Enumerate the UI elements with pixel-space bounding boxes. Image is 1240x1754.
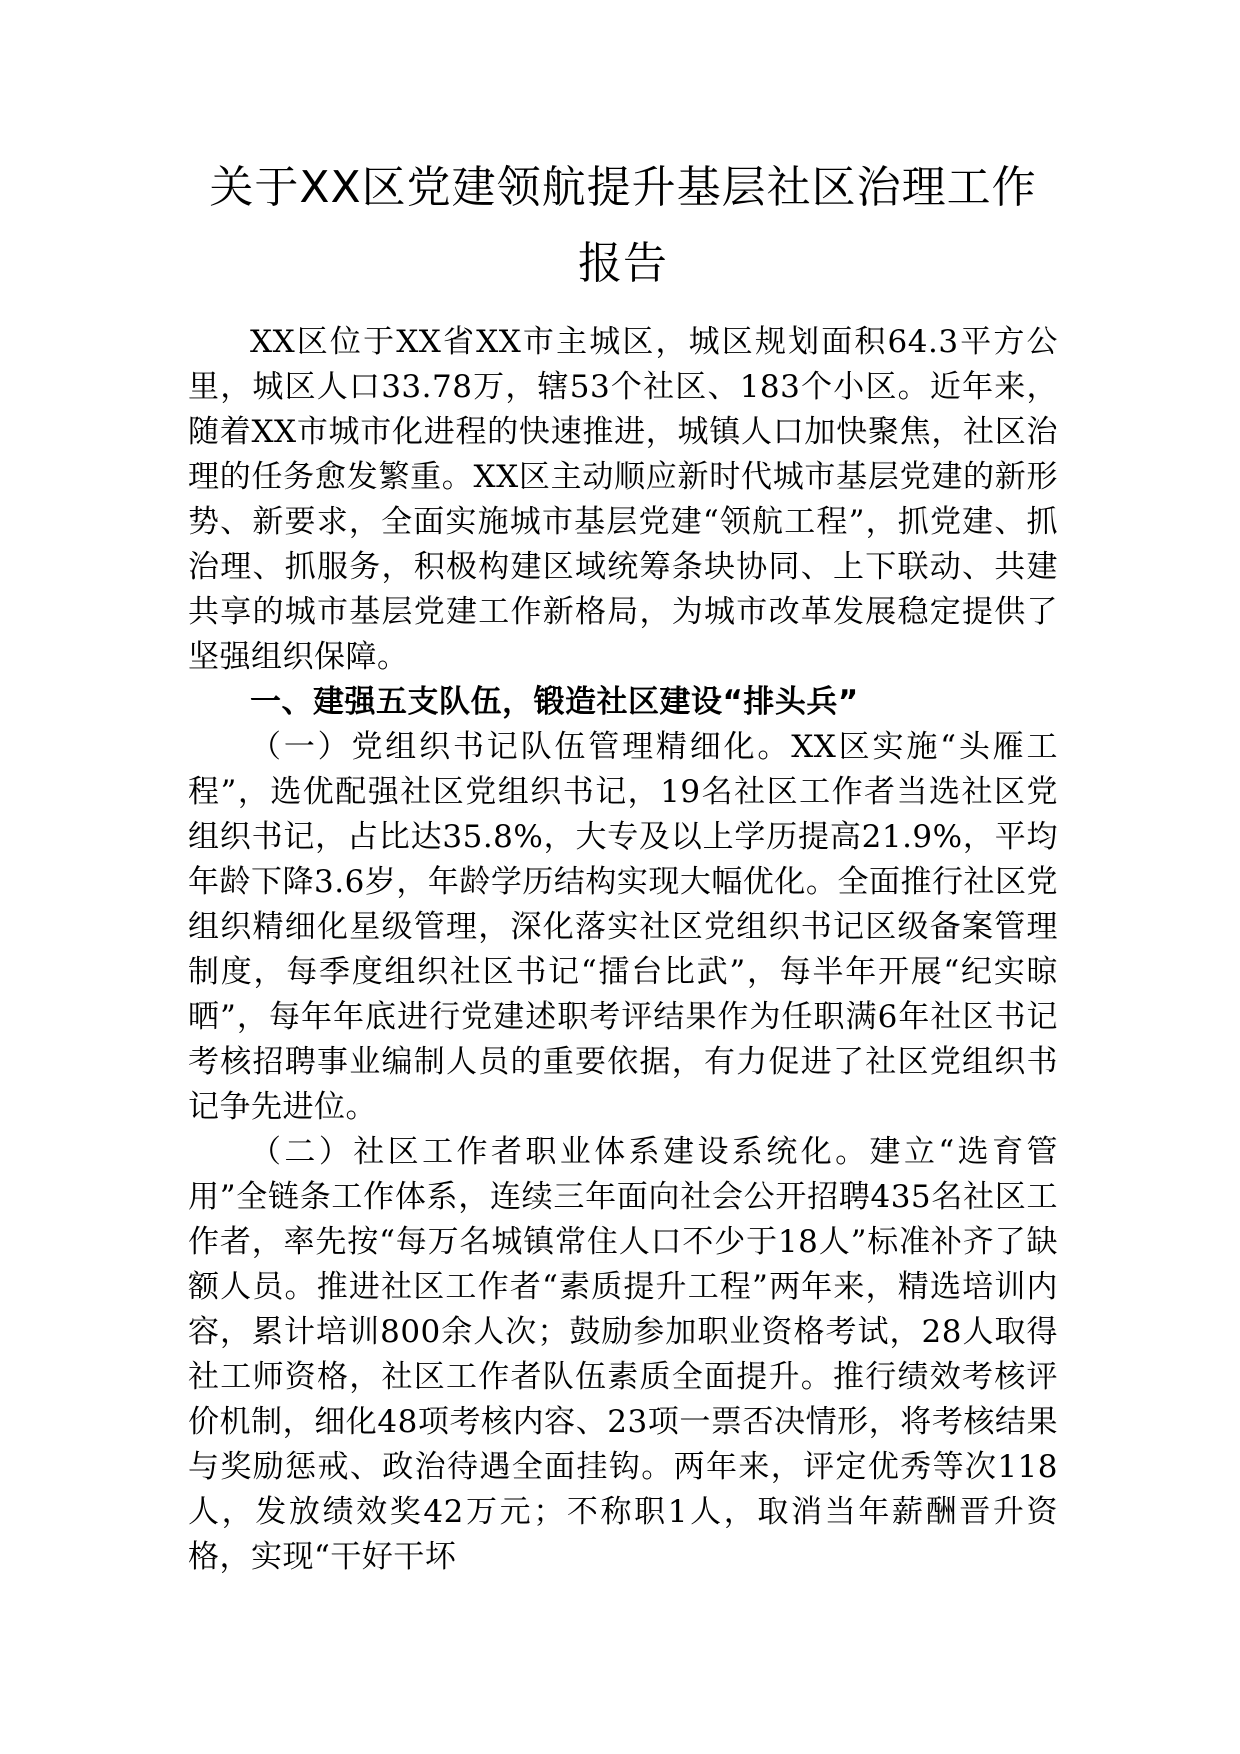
title-line-2: 报告: [578, 238, 668, 289]
title-line-1: 关于XX区党建领航提升基层社区治理工作: [209, 162, 1037, 213]
document-body: [188, 320, 1058, 1580]
paragraph-intro: XX区位于XX省XX市主城区，城区规划面积64.3平方公里，城区人口33.78万，辖53个社区、183个小区。近年来，随着XX市城市化进程的快速推进，城镇人口加快聚焦，社区治理的任务愈发繁重。XX区主动顺应新时代城市基层党建的新形势、新要求，全面实施城市基层党建“领航工程”，抓党建、抓治理、抓服务，积极构建区域统筹条块协同、上下联动、共建共享的城市基层党建工作新格局，为城市改革发展稳定提供了坚强组织保障。: [188, 324, 1058, 675]
paragraph-subsection-1: （一）党组织书记队伍管理精细化。XX区实施“头雁工程”，选优配强社区党组织书记，19名社区工作者当选社区党组织书记，占比达35.8%，大专及以上学历提高21.9%，平均年龄下降3.6岁，年龄学历结构实现大幅优化。全面推行社区党组织精细化星级管理，深化落实社区党组织书记区级备案管理制度，每季度组织社区书记“擂台比武”，每半年开展“纪实晾晒”，每年年底进行党建述职考评结果作为任职满6年社区书记考核招聘事业编制人员的重要依据，有力促进了社区党组织书记争先进位。: [188, 729, 1058, 1125]
section-heading-1: 一、建强五支队伍，锻造社区建设“排头兵”: [250, 684, 859, 720]
document-page: [188, 150, 1058, 1580]
document-title: [188, 150, 1058, 302]
paragraph-subsection-2: （二）社区工作者职业体系建设系统化。建立“选育管用”全链条工作体系，连续三年面向社会公开招聘435名社区工作者，率先按“每万名城镇常住人口不少于18人”标准补齐了缺额人员。推进社区工作者“素质提升工程”两年来，精选培训内容，累计培训800余人次；鼓励参加职业资格考试，28人取得社工师资格，社区工作者队伍素质全面提升。推行绩效考核评价机制，细化48项考核内容、23项一票否决情形，将考核结果与奖励惩戒、政治待遇全面挂钩。两年来，评定优秀等次118人，发放绩效奖42万元；不称职1人，取消当年薪酬晋升资格，实现“干好干坏: [188, 1134, 1058, 1575]
